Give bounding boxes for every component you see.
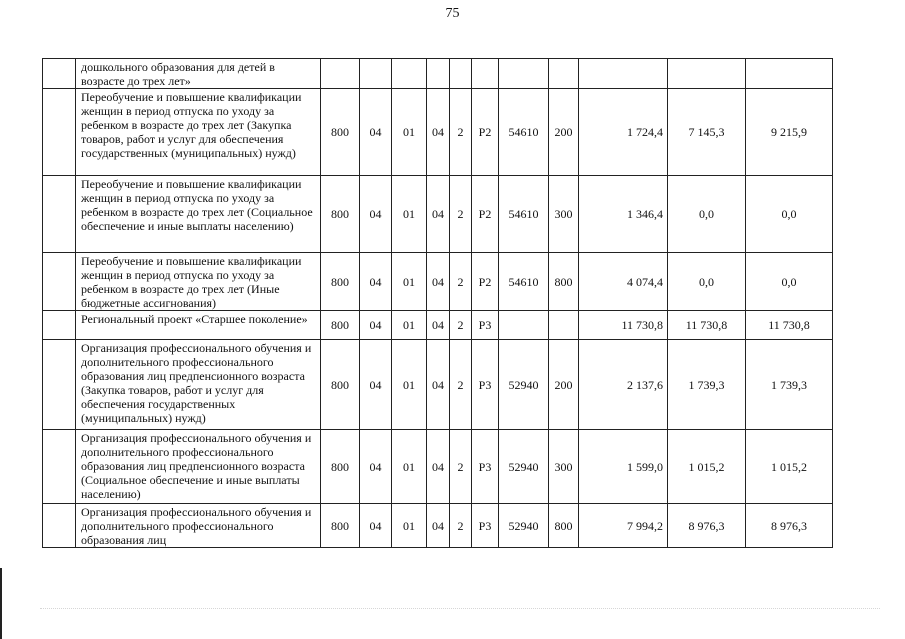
row-number-cell <box>43 253 76 311</box>
direction-code-cell: 52940 <box>499 340 549 430</box>
program-code-cell: 04 <box>427 253 450 311</box>
amount-year3-cell: 1 739,3 <box>746 340 833 430</box>
section-code-cell: 04 <box>360 311 392 340</box>
amount-year1-cell: 7 994,2 <box>579 504 668 548</box>
amount-year3-cell: 9 215,9 <box>746 89 833 176</box>
direction-code-cell: 54610 <box>499 253 549 311</box>
section-code-cell: 04 <box>360 176 392 253</box>
direction-code-cell: 54610 <box>499 176 549 253</box>
subprogram-code-cell: 2 <box>450 176 472 253</box>
table-row <box>43 253 833 311</box>
subsection-code-cell: 01 <box>392 504 427 548</box>
row-name-cell: Организация профессионального обучения и дополнительного профессионального образования лиц <box>76 504 321 548</box>
direction-code-cell: 54610 <box>499 89 549 176</box>
row-number-cell <box>43 59 76 89</box>
subprogram-code-cell: 2 <box>450 89 472 176</box>
program-code-cell: 04 <box>427 340 450 430</box>
row-number-cell <box>43 340 76 430</box>
section-code-cell: 04 <box>360 89 392 176</box>
ministry-code-cell: 800 <box>321 89 360 176</box>
table-row <box>43 504 833 548</box>
project-code-cell: P2 <box>472 253 499 311</box>
expense-type-cell <box>549 311 579 340</box>
row-name-cell: Региональный проект «Старшее поколение» <box>76 311 321 340</box>
table-row <box>43 89 833 176</box>
project-code-cell: P2 <box>472 89 499 176</box>
ministry-code-cell: 800 <box>321 430 360 504</box>
amount-year2-cell: 0,0 <box>668 253 746 311</box>
amount-year2-cell: 11 730,8 <box>668 311 746 340</box>
amount-year1-cell: 2 137,6 <box>579 340 668 430</box>
amount-year1-cell: 4 074,4 <box>579 253 668 311</box>
amount-year3-cell <box>746 59 833 89</box>
amount-year3-cell: 1 015,2 <box>746 430 833 504</box>
row-name-cell: Переобучение и повышение квалификации женщин в период отпуска по уходу за ребенком в возрасте до трех лет (Закупка товаров, работ и услуг для обеспечения государственных (муниципальных) нужд) <box>76 89 321 176</box>
subprogram-code-cell: 2 <box>450 504 472 548</box>
row-number-cell <box>43 89 76 176</box>
row-name-cell: дошкольного образования для детей в возрасте до трех лет» <box>76 59 321 89</box>
program-code-cell: 04 <box>427 430 450 504</box>
amount-year1-cell: 1 724,4 <box>579 89 668 176</box>
project-code-cell: P3 <box>472 340 499 430</box>
amount-year1-cell <box>579 59 668 89</box>
subsection-code-cell: 01 <box>392 340 427 430</box>
subprogram-code-cell: 2 <box>450 340 472 430</box>
amount-year2-cell: 8 976,3 <box>668 504 746 548</box>
direction-code-cell: 52940 <box>499 504 549 548</box>
scan-noise-line <box>40 608 880 610</box>
page-number: 75 <box>445 6 460 21</box>
direction-code-cell: 52940 <box>499 430 549 504</box>
section-code-cell: 04 <box>360 430 392 504</box>
section-code-cell <box>360 59 392 89</box>
direction-code-cell <box>499 59 549 89</box>
table-body <box>43 59 833 548</box>
amount-year2-cell <box>668 59 746 89</box>
ministry-code-cell: 800 <box>321 253 360 311</box>
amount-year3-cell: 0,0 <box>746 176 833 253</box>
project-code-cell: P3 <box>472 311 499 340</box>
table-row <box>43 340 833 430</box>
row-number-cell <box>43 176 76 253</box>
amount-year1-cell: 1 599,0 <box>579 430 668 504</box>
ministry-code-cell: 800 <box>321 176 360 253</box>
row-number-cell <box>43 311 76 340</box>
row-name-cell: Организация профессионального обучения и дополнительного профессионального образования лиц предпенсионного возраста (Социальное обеспечение и иные выплаты населению) <box>76 430 321 504</box>
amount-year3-cell: 8 976,3 <box>746 504 833 548</box>
project-code-cell: P2 <box>472 176 499 253</box>
expense-type-cell <box>549 59 579 89</box>
row-name-cell: Переобучение и повышение квалификации женщин в период отпуска по уходу за ребенком в возрасте до трех лет (Иные бюджетные ассигнования) <box>76 253 321 311</box>
program-code-cell: 04 <box>427 311 450 340</box>
subsection-code-cell: 01 <box>392 311 427 340</box>
ministry-code-cell: 800 <box>321 340 360 430</box>
expense-type-cell: 300 <box>549 176 579 253</box>
subprogram-code-cell: 2 <box>450 311 472 340</box>
subsection-code-cell: 01 <box>392 430 427 504</box>
amount-year2-cell: 1 015,2 <box>668 430 746 504</box>
program-code-cell: 04 <box>427 176 450 253</box>
ministry-code-cell: 800 <box>321 311 360 340</box>
expense-type-cell: 800 <box>549 253 579 311</box>
table-row <box>43 430 833 504</box>
amount-year2-cell: 7 145,3 <box>668 89 746 176</box>
ministry-code-cell: 800 <box>321 504 360 548</box>
subsection-code-cell: 01 <box>392 253 427 311</box>
amount-year1-cell: 11 730,8 <box>579 311 668 340</box>
amount-year2-cell: 0,0 <box>668 176 746 253</box>
section-code-cell: 04 <box>360 340 392 430</box>
program-code-cell: 04 <box>427 504 450 548</box>
subprogram-code-cell <box>450 59 472 89</box>
budget-table <box>42 58 833 548</box>
ministry-code-cell <box>321 59 360 89</box>
expense-type-cell: 200 <box>549 89 579 176</box>
section-code-cell: 04 <box>360 253 392 311</box>
amount-year2-cell: 1 739,3 <box>668 340 746 430</box>
subprogram-code-cell: 2 <box>450 253 472 311</box>
amount-year1-cell: 1 346,4 <box>579 176 668 253</box>
scan-edge-mark <box>0 568 2 639</box>
subsection-code-cell <box>392 59 427 89</box>
program-code-cell: 04 <box>427 89 450 176</box>
expense-type-cell: 800 <box>549 504 579 548</box>
amount-year3-cell: 11 730,8 <box>746 311 833 340</box>
amount-year3-cell: 0,0 <box>746 253 833 311</box>
program-code-cell <box>427 59 450 89</box>
subprogram-code-cell: 2 <box>450 430 472 504</box>
project-code-cell: P3 <box>472 504 499 548</box>
section-code-cell: 04 <box>360 504 392 548</box>
expense-type-cell: 200 <box>549 340 579 430</box>
row-name-cell: Переобучение и повышение квалификации женщин в период отпуска по уходу за ребенком в возрасте до трех лет (Социальное обеспечение и иные выплаты населению) <box>76 176 321 253</box>
table-row <box>43 176 833 253</box>
project-code-cell <box>472 59 499 89</box>
row-name-cell: Организация профессионального обучения и дополнительного профессионального образования лиц предпенсионного возраста (Закупка товаров, работ и услуг для обеспечения государственных (муниципальных) нужд) <box>76 340 321 430</box>
table-row <box>43 59 833 89</box>
row-number-cell <box>43 504 76 548</box>
subsection-code-cell: 01 <box>392 176 427 253</box>
project-code-cell: P3 <box>472 430 499 504</box>
direction-code-cell <box>499 311 549 340</box>
row-number-cell <box>43 430 76 504</box>
subsection-code-cell: 01 <box>392 89 427 176</box>
expense-type-cell: 300 <box>549 430 579 504</box>
table-row <box>43 311 833 340</box>
